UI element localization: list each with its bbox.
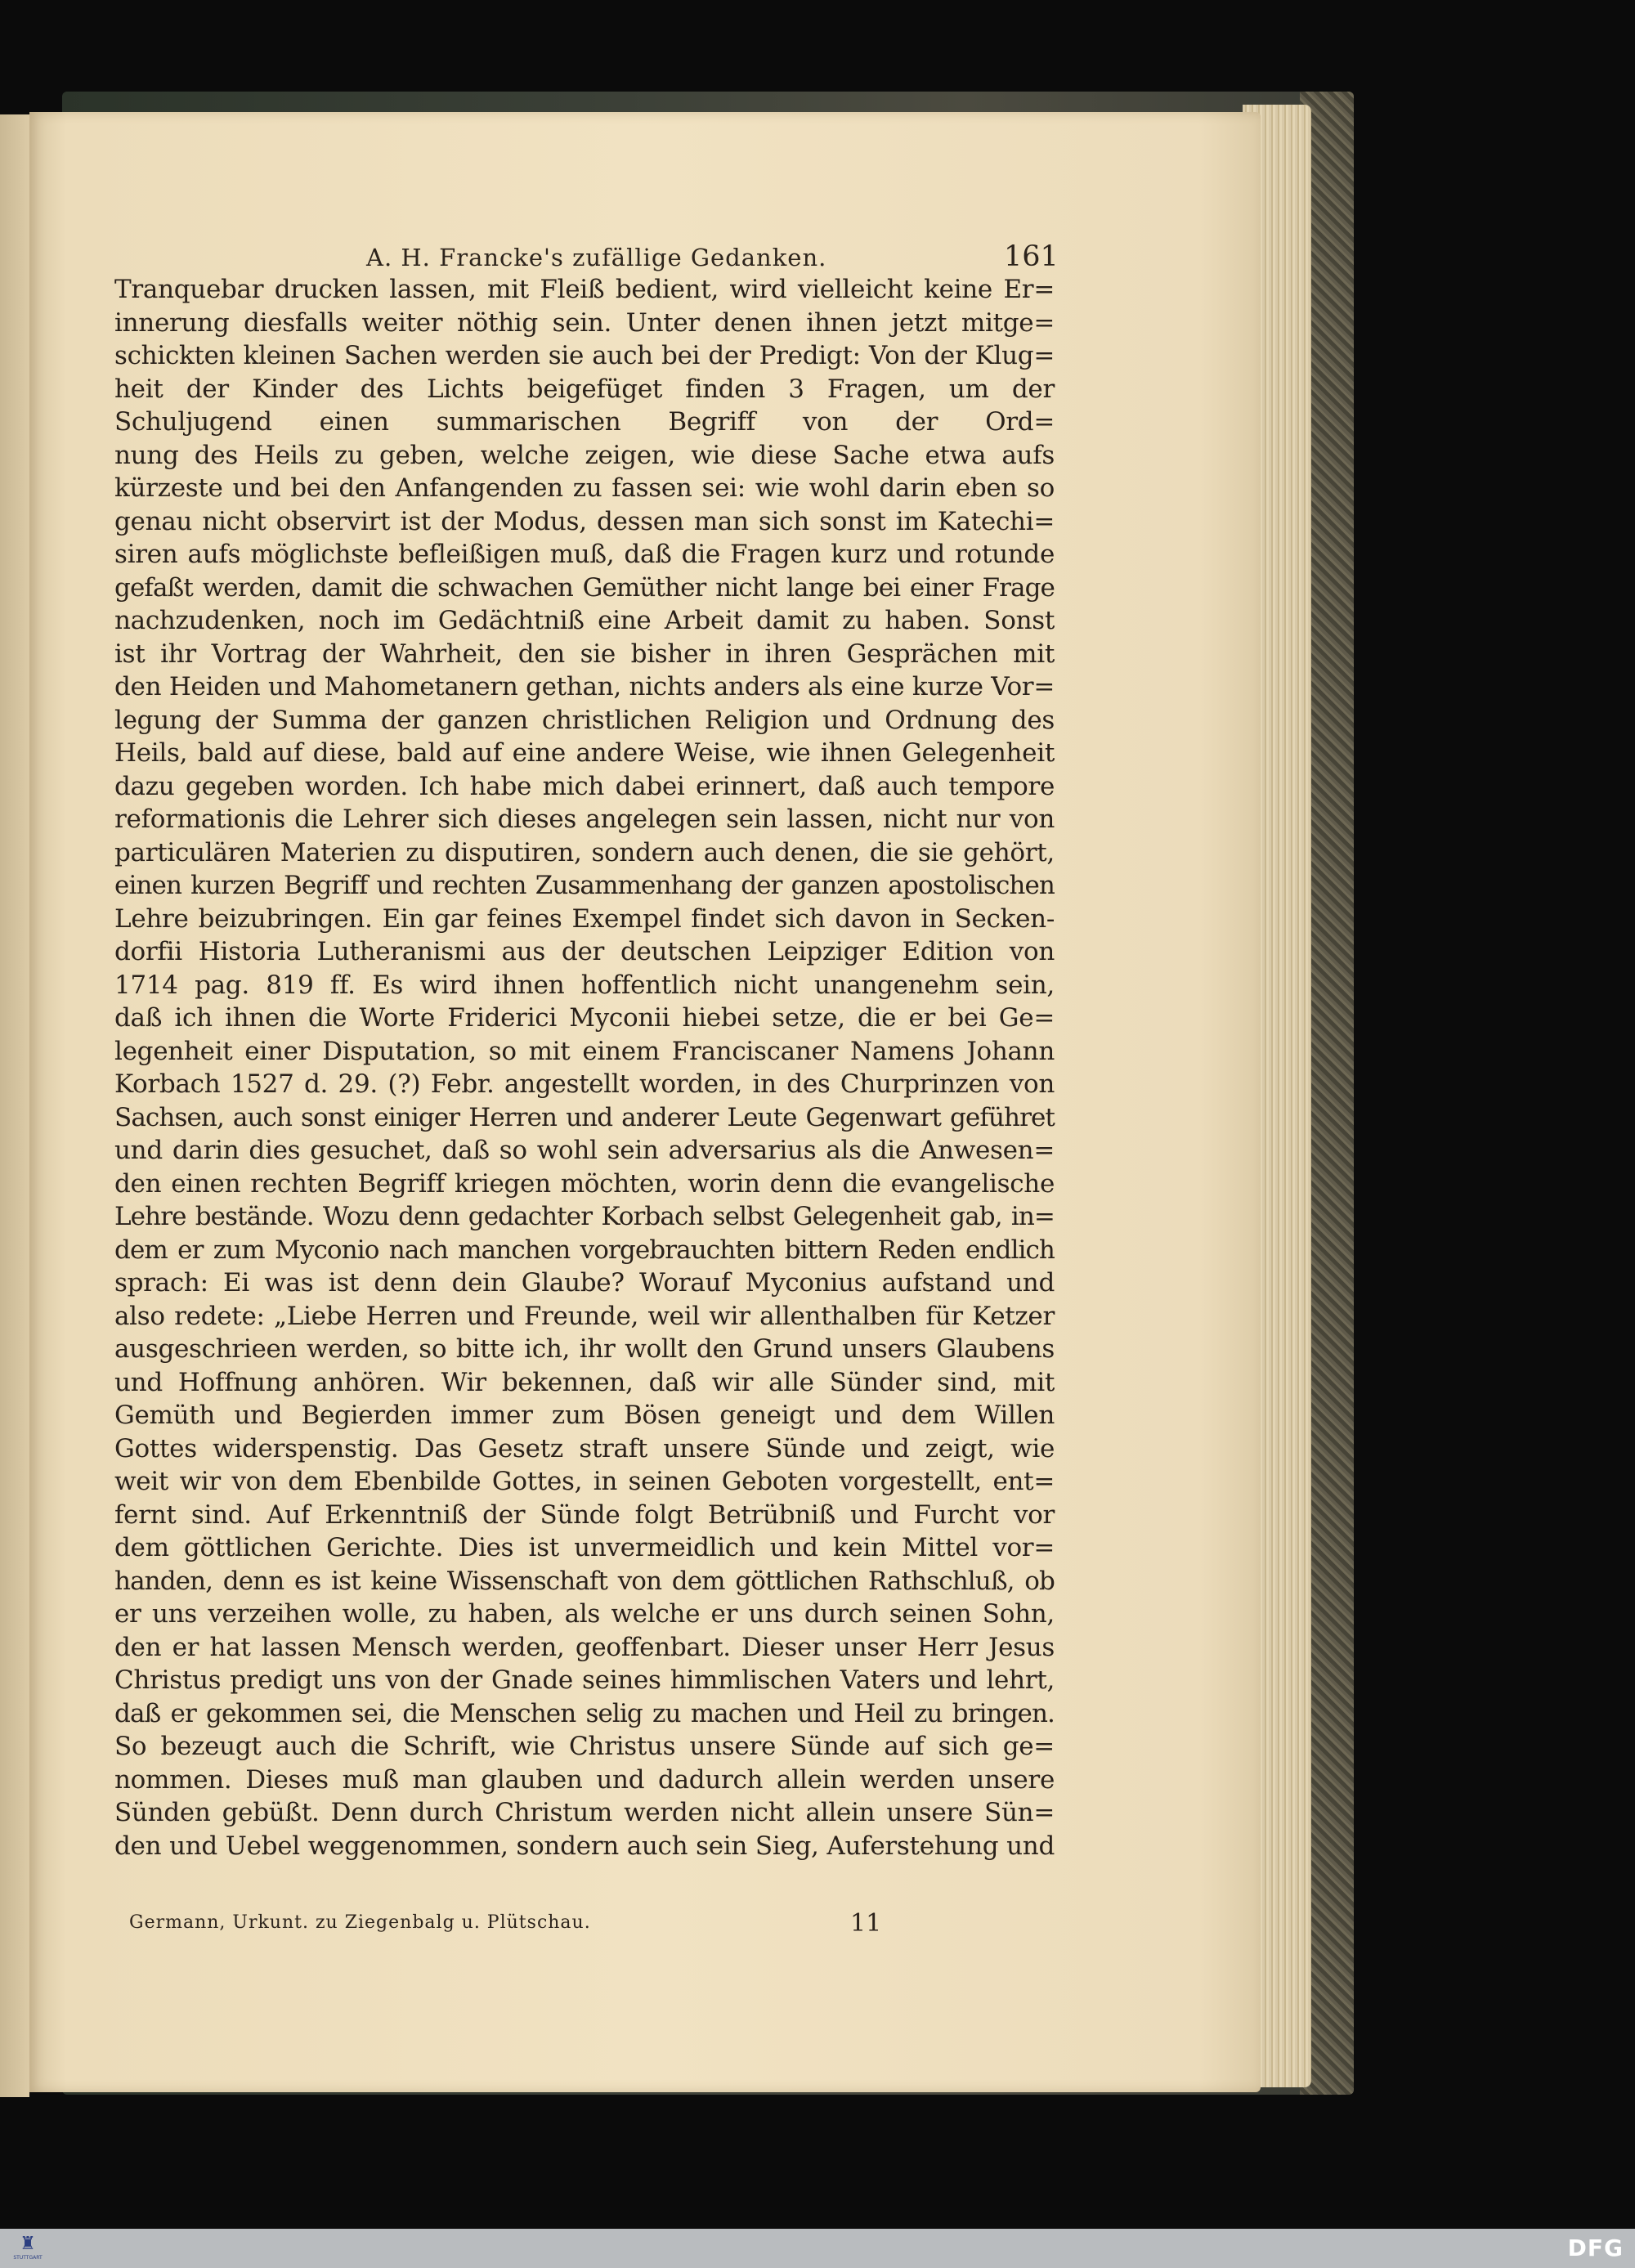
- text-line: dem er zum Myconio nach manchen vorgebrauchten bittern Reden endlich: [114, 1235, 1055, 1265]
- text-line: heit der Kinder des Lichts beigefüget finden 3 Fragen, um der: [114, 374, 1055, 404]
- text-line: Gottes widerspenstig. Das Gesetz straft unsere Sünde und zeigt, wie: [114, 1433, 1055, 1463]
- text-line: ausgeschrieen werden, so bitte ich, ihr wollt den Grund unsers Glaubens: [114, 1334, 1055, 1364]
- text-line: dazu gegeben worden. Ich habe mich dabei erinnert, daß auch tempore: [114, 771, 1055, 801]
- body-text: [114, 273, 1055, 1862]
- footer-signature: Germann, Urkunt. zu Ziegenbalg u. Plütschau.: [129, 1912, 591, 1933]
- running-title: A. H. Francke's zufällige Gedanken.: [366, 244, 827, 271]
- text-line: Sachsen, auch sonst einiger Herren und anderer Leute Gegenwart geführet: [114, 1102, 1055, 1132]
- text-line: und Hoffnung anhören. Wir bekennen, daß wir alle Sünder sind, mit: [114, 1367, 1055, 1397]
- text-line: nommen. Dieses muß man glauben und dadurch allein werden unsere: [114, 1764, 1055, 1795]
- text-line: handen, denn es ist keine Wissenschaft von dem göttlichen Rathschluß, ob: [114, 1566, 1055, 1596]
- text-line: genau nicht observirt ist der Modus, dessen man sich sonst im Katechi=: [114, 506, 1055, 536]
- text-line: Korbach 1527 d. 29. (?) Febr. angestellt worden, in des Churprinzen von: [114, 1069, 1055, 1099]
- text-line: Sünden gebüßt. Denn durch Christum werden nicht allein unsere Sün=: [114, 1798, 1055, 1827]
- text-line: den Heiden und Mahometanern gethan, nichts anders als eine kurze Vor=: [114, 672, 1055, 701]
- text-line: den und Uebel weggenommen, sondern auch sein Sieg, Auferstehung und: [114, 1831, 1055, 1861]
- text-line: 1714 pag. 819 ff. Es wird ihnen hoffentlich nicht unangenehm sein,: [114, 970, 1055, 1000]
- dfg-logo: DFG: [1567, 2234, 1624, 2261]
- text-line: siren aufs möglichste befleißigen muß, daß die Fragen kurz und rotunde: [114, 540, 1055, 569]
- text-line: ist ihr Vortrag der Wahrheit, den sie bisher in ihren Gesprächen mit: [114, 639, 1055, 669]
- text-line: sprach: Ei was ist denn dein Glaube? Worauf Myconius aufstand und: [114, 1268, 1055, 1298]
- text-line: und darin dies gesuchet, daß so wohl sein adversarius als die Anwesen=: [114, 1136, 1055, 1165]
- text-line: particulären Materien zu disputiren, sondern auch denen, die sie gehört,: [114, 837, 1055, 867]
- text-line: Heils, bald auf diese, bald auf eine andere Weise, wie ihnen Gelegenheit: [114, 738, 1055, 768]
- text-line: daß er gekommen sei, die Menschen selig zu machen und Heil zu bringen.: [114, 1698, 1055, 1728]
- text-line: dem göttlichen Gerichte. Dies ist unvermeidlich und kein Mittel vor=: [114, 1533, 1055, 1562]
- text-line: gefaßt werden, damit die schwachen Gemüther nicht lange bei einer Frage: [114, 572, 1055, 603]
- text-line: daß ich ihnen die Worte Friderici Myconii hiebei setze, die er bei Ge=: [114, 1003, 1055, 1033]
- text-line: legenheit einer Disputation, so mit einem Franciscaner Namens Johann: [114, 1036, 1055, 1066]
- sheet-number: 11: [850, 1909, 882, 1938]
- text-line: fernt sind. Auf Erkenntniß der Sünde folgt Betrübniß und Furcht vor: [114, 1499, 1055, 1530]
- text-line: Christus predigt uns von der Gnade seines himmlischen Vaters und lehrt,: [114, 1665, 1055, 1695]
- text-line: schickten kleinen Sachen werden sie auch bei der Predigt: Von der Klug=: [114, 341, 1055, 370]
- text-line: Schuljugend einen summarischen Begriff von der Ord=: [114, 407, 1055, 437]
- library-logo-icon: ♜ STUTTGART: [13, 2234, 43, 2261]
- text-line: Lehre beizubringen. Ein gar feines Exempel findet sich davon in Secken-: [114, 903, 1055, 934]
- text-line: Lehre bestände. Wozu denn gedachter Korbach selbst Gelegenheit gab, in=: [114, 1202, 1055, 1231]
- text-line: den er hat lassen Mensch werden, geoffenbart. Dieser unser Herr Jesus: [114, 1632, 1055, 1662]
- text-line: den einen rechten Begriff kriegen möchten, worin denn die evangelische: [114, 1168, 1055, 1199]
- text-line: reformationis die Lehrer sich dieses angelegen sein lassen, nicht nur von: [114, 805, 1055, 834]
- viewer-bottom-bar: [0, 2229, 1635, 2268]
- text-line: Tranquebar drucken lassen, mit Fleiß bedient, wird vielleicht keine Er=: [114, 275, 1055, 304]
- text-line: kürzeste und bei den Anfangenden zu fassen sei: wie wohl darin eben so: [114, 473, 1055, 503]
- page-number: 161: [1004, 240, 1059, 273]
- text-line: dorfii Historia Lutheranismi aus der deutschen Leipziger Edition von: [114, 937, 1055, 966]
- text-line: weit wir von dem Ebenbilde Gottes, in seinen Geboten vorgestellt, ent=: [114, 1467, 1055, 1496]
- text-line: er uns verzeihen wolle, zu haben, als welche er uns durch seinen Sohn,: [114, 1599, 1055, 1629]
- text-line: Gemüth und Begierden immer zum Bösen geneigt und dem Willen: [114, 1401, 1055, 1430]
- left-page-edge: [0, 114, 29, 2097]
- text-line: innerung diesfalls weiter nöthig sein. Unter denen ihnen jetzt mitge=: [114, 307, 1055, 338]
- text-line: also redete: „Liebe Herren und Freunde, weil wir allenthalben für Ketzer: [114, 1301, 1055, 1331]
- text-line: legung der Summa der ganzen christlichen Religion und Ordnung des: [114, 705, 1055, 735]
- text-line: nung des Heils zu geben, welche zeigen, wie diese Sache etwa aufs: [114, 440, 1055, 470]
- text-line: So bezeugt auch die Schrift, wie Christus unsere Sünde auf sich ge=: [114, 1732, 1055, 1761]
- text-line: nachzudenken, noch im Gedächtniß eine Arbeit damit zu haben. Sonst: [114, 606, 1055, 635]
- text-line: einen kurzen Begriff und rechten Zusammenhang der ganzen apostolischen: [114, 871, 1055, 900]
